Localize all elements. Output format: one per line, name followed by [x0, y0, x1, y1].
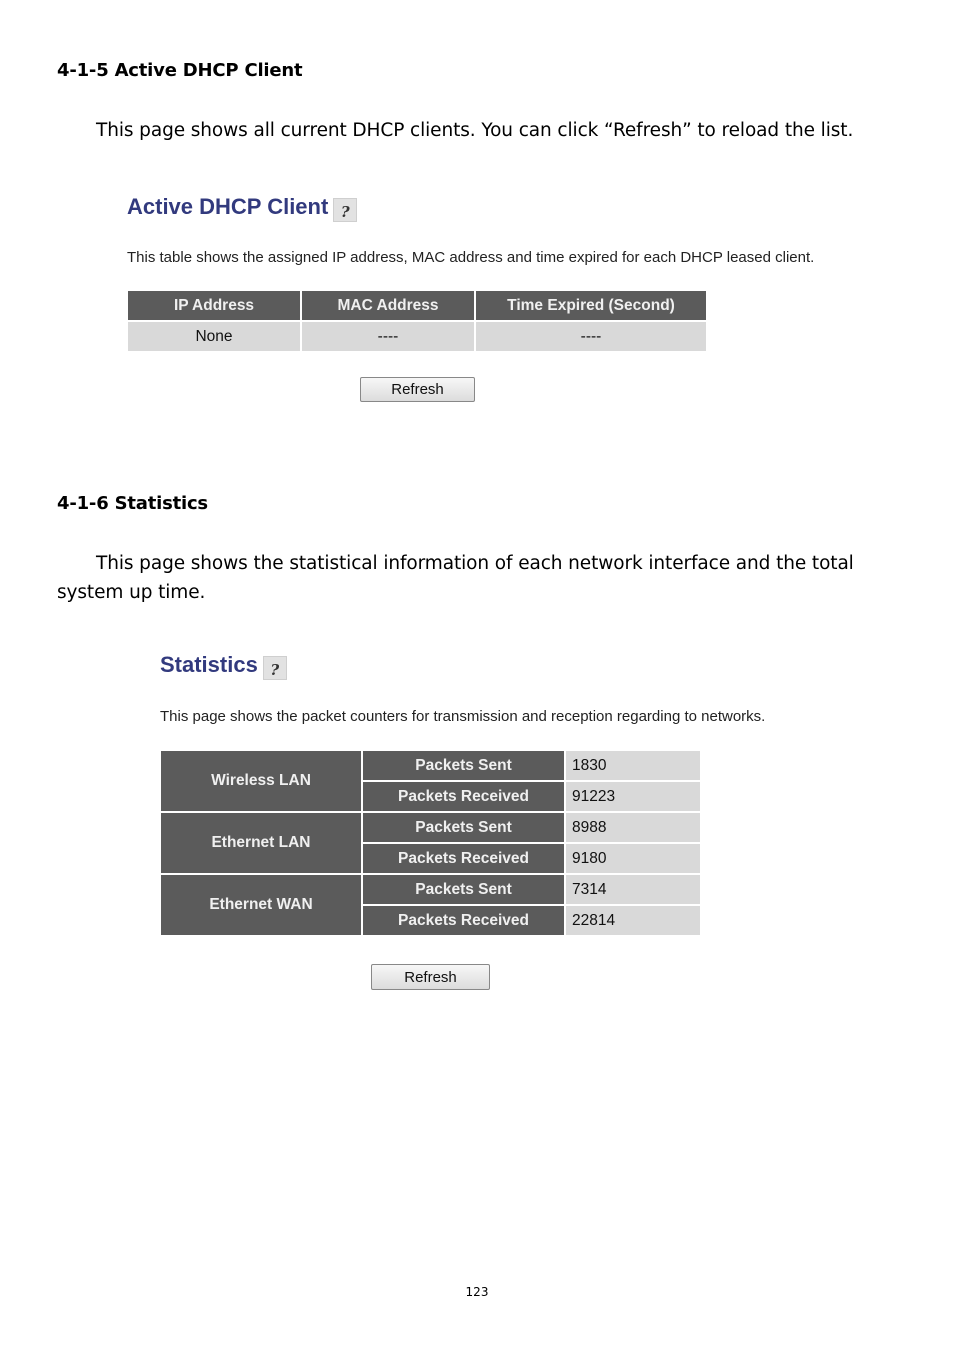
- section-heading-statistics: 4-1-6 Statistics: [57, 493, 208, 514]
- section-paragraph-dhcp: [57, 116, 857, 145]
- dhcp-refresh-button[interactable]: Refresh: [360, 377, 475, 402]
- dhcp-title-text: Active DHCP Client: [127, 194, 329, 219]
- mac-address-header: MAC Address: [302, 291, 474, 320]
- packets-sent-value: 7314: [566, 875, 700, 904]
- statistics-description: This page shows the packet counters for transmission and reception regarding to networks.: [160, 708, 766, 725]
- mac-address-cell: ----: [302, 322, 474, 351]
- packets-sent-label: Packets Sent: [363, 875, 564, 904]
- packets-received-value: 91223: [566, 782, 700, 811]
- dhcp-client-table: [126, 289, 708, 353]
- table-row: [161, 875, 700, 904]
- interface-name-cell: Ethernet LAN: [161, 813, 361, 873]
- table-row: [128, 322, 706, 351]
- help-icon[interactable]: ?: [263, 656, 287, 680]
- statistics-refresh-button[interactable]: Refresh: [371, 964, 490, 990]
- packets-received-value: 9180: [566, 844, 700, 873]
- page-number: 123: [465, 1285, 489, 1299]
- packets-sent-value: 8988: [566, 813, 700, 842]
- section-paragraph-statistics: [57, 549, 857, 607]
- time-expired-header: Time Expired (Second): [476, 291, 706, 320]
- packets-sent-label: Packets Sent: [363, 813, 564, 842]
- table-row: [161, 751, 700, 780]
- ip-address-cell: None: [128, 322, 300, 351]
- dhcp-panel-title: [127, 192, 357, 222]
- packets-sent-value: 1830: [566, 751, 700, 780]
- packets-received-label: Packets Received: [363, 906, 564, 935]
- table-header-row: [128, 291, 706, 320]
- statistics-panel-title: [160, 650, 287, 680]
- interface-name-cell: Ethernet WAN: [161, 875, 361, 935]
- ip-address-header: IP Address: [128, 291, 300, 320]
- statistics-para-line2: system up time.: [57, 582, 206, 603]
- dhcp-description: This table shows the assigned IP address, MAC address and time expired for each DHCP leased client.: [127, 249, 815, 266]
- packets-received-value: 22814: [566, 906, 700, 935]
- statistics-para-line1: This page shows the statistical information of each network interface and the total: [96, 553, 854, 574]
- interface-name-cell: Wireless LAN: [161, 751, 361, 811]
- packets-received-label: Packets Received: [363, 782, 564, 811]
- packets-received-label: Packets Received: [363, 844, 564, 873]
- section-heading-dhcp: 4-1-5 Active DHCP Client: [57, 60, 303, 81]
- table-row: [161, 813, 700, 842]
- section-paragraph-dhcp-text: This page shows all current DHCP clients. You can click “Refresh” to reload the list.: [96, 120, 854, 141]
- time-expired-cell: ----: [476, 322, 706, 351]
- packets-sent-label: Packets Sent: [363, 751, 564, 780]
- statistics-table: [159, 749, 702, 937]
- statistics-title-text: Statistics: [160, 652, 258, 677]
- help-icon[interactable]: ?: [333, 198, 357, 222]
